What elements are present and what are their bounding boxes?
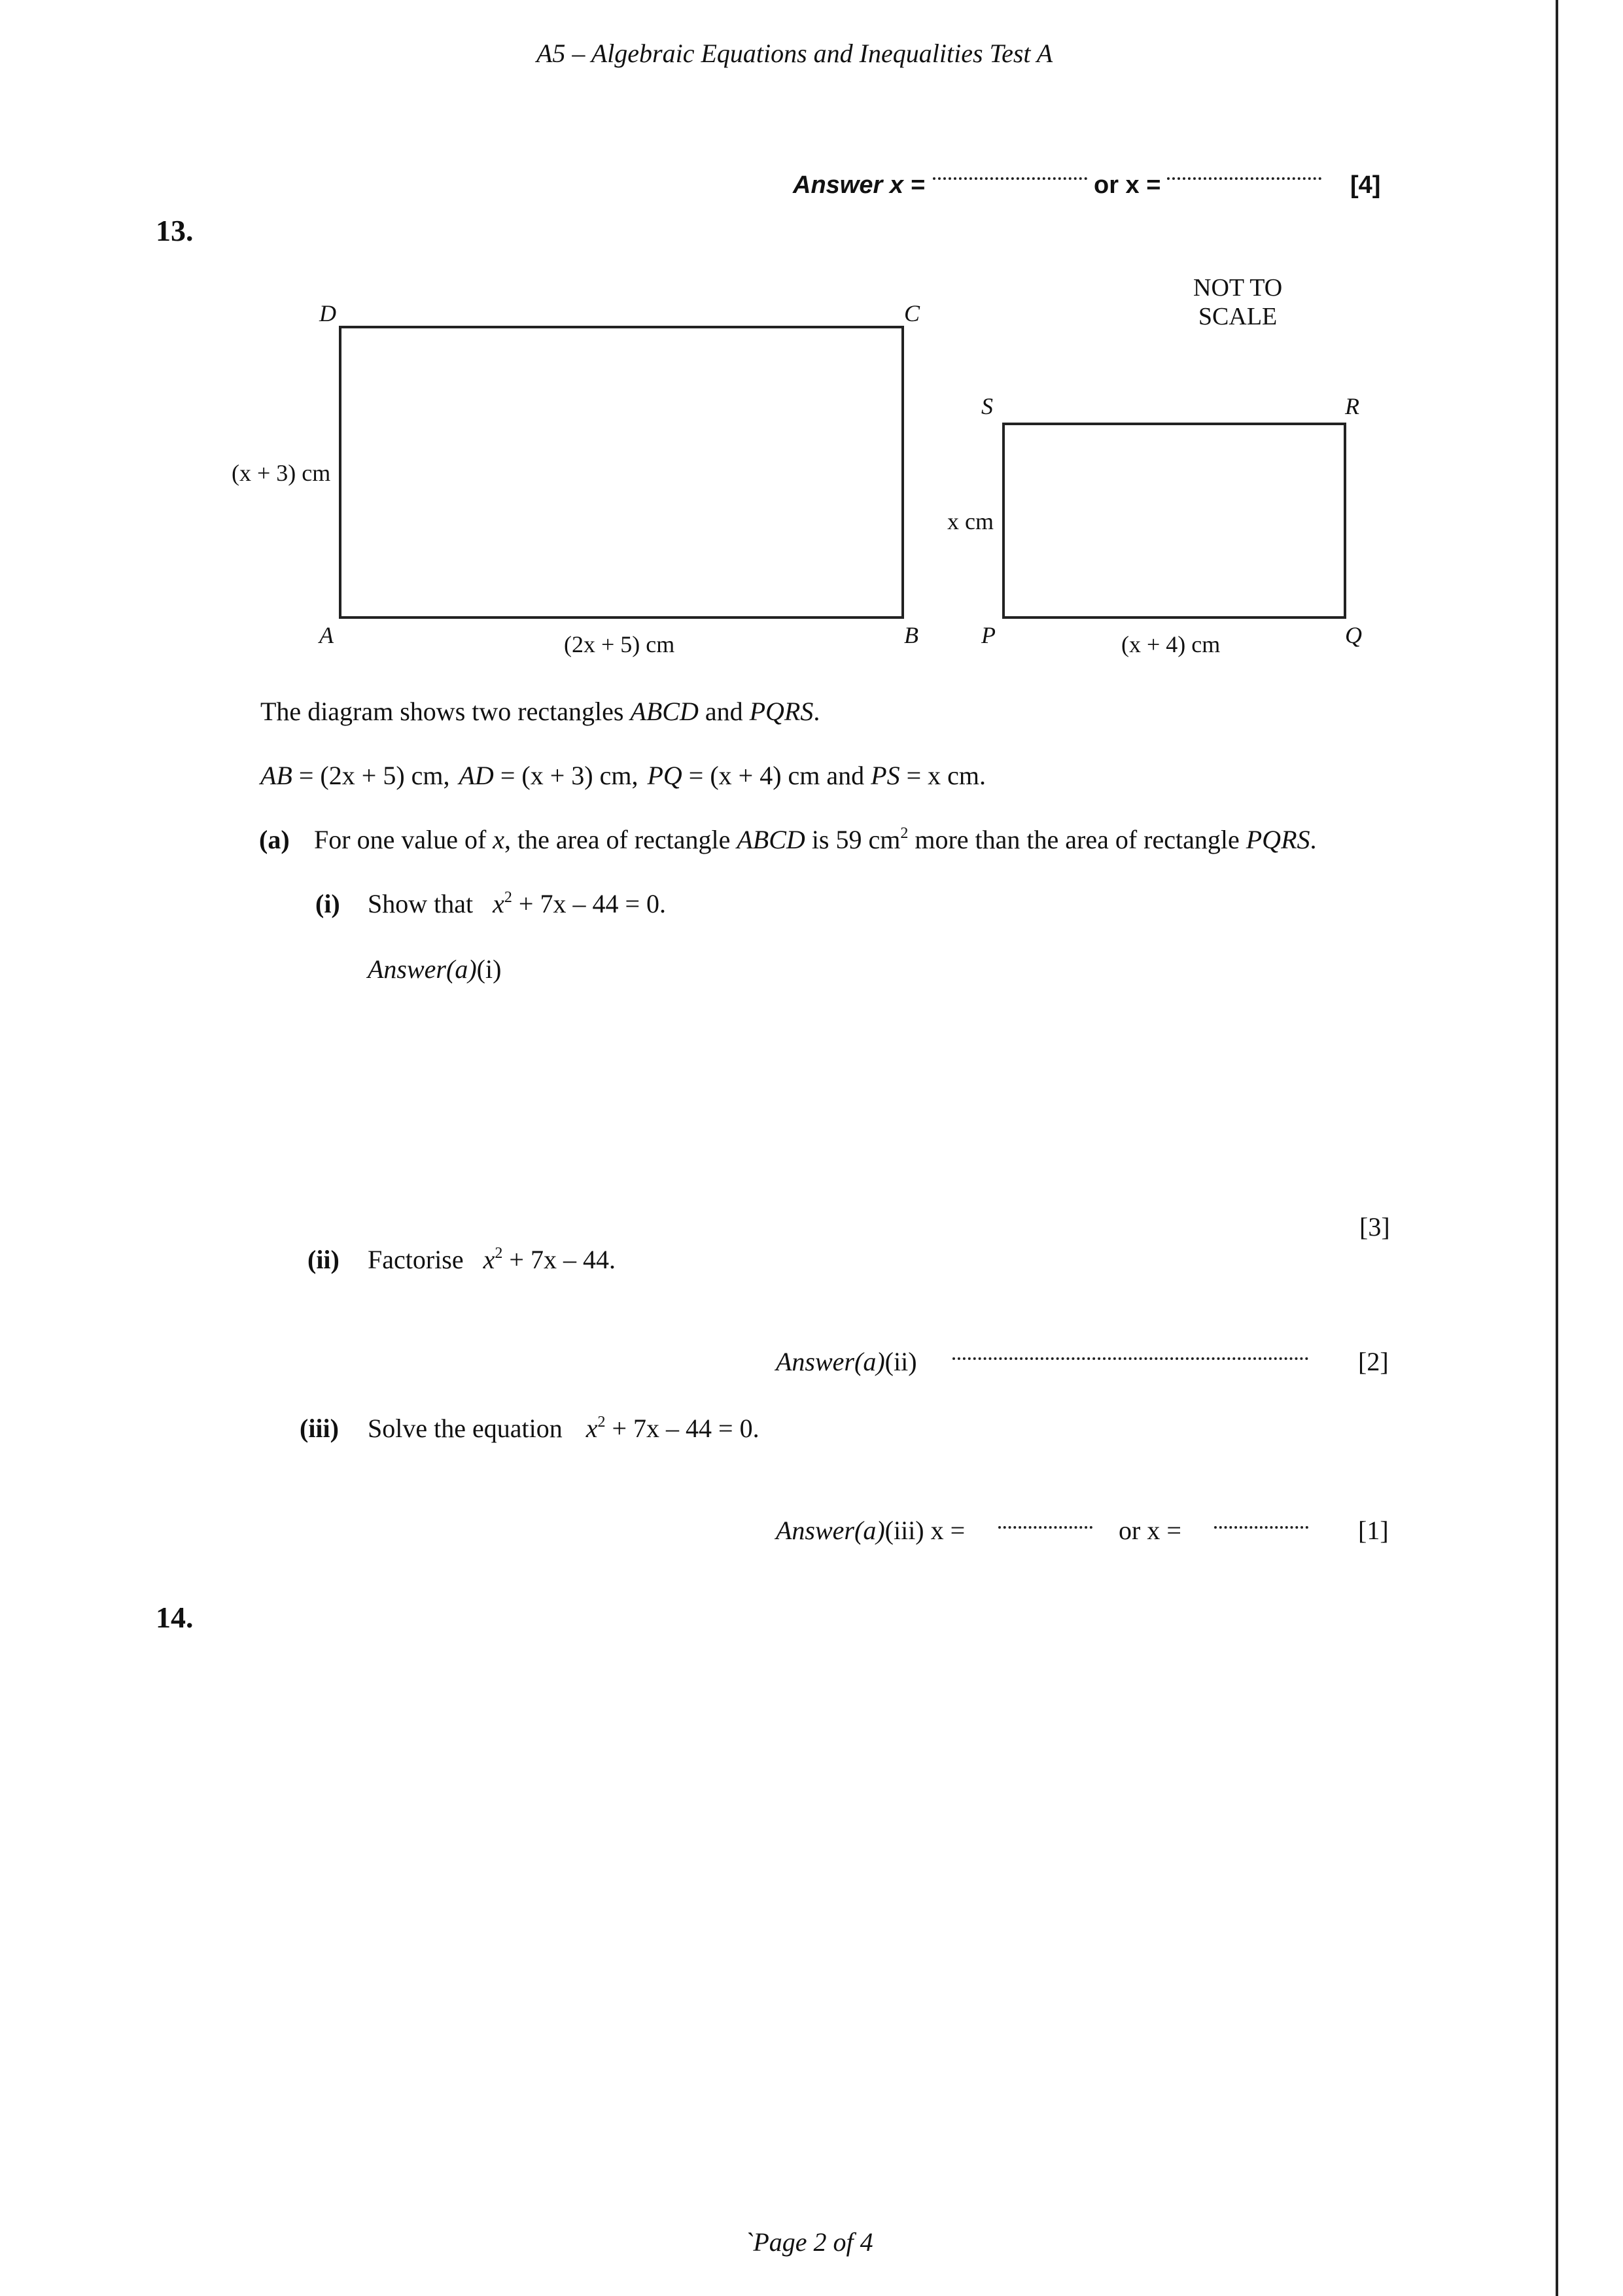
part-i-text bbox=[368, 888, 666, 919]
dim-ps-name: PS bbox=[871, 761, 900, 790]
part-iii-eq-rest: + 7x – 44 = 0. bbox=[605, 1414, 759, 1443]
q13-intro bbox=[260, 696, 820, 727]
vertex-r: R bbox=[1345, 393, 1359, 419]
part-ii-instruction: Factorise bbox=[368, 1245, 464, 1274]
q13-dimensions bbox=[260, 760, 986, 791]
part-i-label: (i) bbox=[315, 889, 340, 918]
intro-text-5: . bbox=[813, 697, 820, 726]
question-13-number: 13. bbox=[156, 214, 194, 247]
part-ii-answer-italic: Answer(a) bbox=[776, 1347, 885, 1376]
side-ad-length: (x + 3) cm bbox=[232, 460, 331, 486]
intro-abcd: ABCD bbox=[630, 697, 699, 726]
vertex-a: A bbox=[319, 622, 334, 648]
q12-answer-label: Answer x = bbox=[793, 171, 925, 199]
part-iii-marks: [1] bbox=[1358, 1516, 1389, 1545]
part-iii-instruction: Solve the equation bbox=[368, 1414, 563, 1443]
dim-ab-name: AB bbox=[260, 761, 292, 790]
vertex-s: S bbox=[981, 393, 993, 419]
part-i-marks: [3] bbox=[1359, 1212, 1390, 1242]
rectangle-abcd bbox=[340, 327, 903, 617]
rectangle-pqrs bbox=[1003, 424, 1345, 617]
question-14-number: 14. bbox=[156, 1601, 194, 1634]
part-i-answer-italic: Answer(a) bbox=[368, 954, 477, 984]
vertex-d: D bbox=[319, 300, 336, 326]
vertex-p: P bbox=[981, 622, 996, 648]
not-to-scale-line1: NOT TO bbox=[1193, 274, 1283, 302]
side-ab-length: (2x + 5) cm bbox=[564, 631, 675, 657]
dim-ab-value: = (2x + 5) cm, bbox=[292, 761, 450, 790]
part-iii-eq-x: x bbox=[585, 1414, 598, 1443]
part-a-x: x bbox=[493, 825, 505, 854]
intro-text-3: and bbox=[698, 697, 750, 726]
part-ii-marks: [2] bbox=[1358, 1347, 1389, 1376]
dim-pq-name: PQ bbox=[647, 761, 682, 790]
page-footer: `Page 2 of 4 bbox=[744, 2227, 873, 2257]
side-pq-length: (x + 4) cm bbox=[1121, 631, 1221, 657]
part-a-label: (a) bbox=[259, 825, 290, 854]
part-a-t7: more than the area of rectangle bbox=[908, 825, 1246, 854]
dim-ad-value: = (x + 3) cm, bbox=[493, 761, 638, 790]
part-iii-or-label: or x = bbox=[1119, 1516, 1181, 1545]
dim-ps-value: = x cm. bbox=[899, 761, 986, 790]
part-a-text bbox=[314, 824, 1317, 855]
not-to-scale-note bbox=[1193, 273, 1282, 331]
part-ii-text bbox=[368, 1244, 616, 1275]
part-a-squared: 2 bbox=[900, 825, 909, 842]
part-a-t3: , the area of rectangle bbox=[504, 825, 737, 854]
part-iii-answer-plain: (iii) x = bbox=[884, 1516, 966, 1545]
part-i-eq-rest: + 7x – 44 = 0. bbox=[512, 889, 667, 918]
intro-pqrs: PQRS bbox=[749, 697, 814, 726]
part-ii-eq-squared: 2 bbox=[495, 1245, 503, 1262]
page-header: A5 – Algebraic Equations and Inequalities Test A bbox=[536, 39, 1053, 68]
part-a-t5: is 59 cm bbox=[805, 825, 901, 854]
part-a-abcd: ABCD bbox=[737, 825, 805, 854]
part-iii-eq-squared: 2 bbox=[597, 1414, 606, 1431]
part-a-t9: . bbox=[1310, 825, 1317, 854]
vertex-q: Q bbox=[1345, 622, 1362, 648]
part-iii-label: (iii) bbox=[300, 1414, 339, 1443]
vertex-c: C bbox=[904, 300, 920, 326]
dim-ad-name: AD bbox=[459, 761, 494, 790]
part-ii-answer-plain: (ii) bbox=[884, 1347, 917, 1376]
part-i-eq-squared: 2 bbox=[504, 889, 512, 906]
part-iii-answer-blank-2[interactable] bbox=[1214, 1520, 1308, 1532]
part-iii-text bbox=[368, 1413, 759, 1444]
part-i-eq-x: x bbox=[493, 889, 504, 918]
q12-marks: [4] bbox=[1350, 171, 1381, 199]
part-ii-label: (ii) bbox=[307, 1245, 340, 1274]
part-ii-answer-label bbox=[776, 1346, 917, 1377]
part-ii-answer-blank[interactable] bbox=[952, 1351, 1308, 1363]
q12-or-label: or x = bbox=[1094, 171, 1161, 199]
dim-pq-value: = (x + 4) cm and bbox=[682, 761, 871, 790]
part-iii-answer-italic: Answer(a) bbox=[776, 1516, 885, 1545]
part-iii-answer-label bbox=[776, 1515, 965, 1546]
part-i-answer-plain: (i) bbox=[476, 954, 502, 984]
part-a-pqrs: PQRS bbox=[1246, 825, 1310, 854]
part-iii-answer-blank-1[interactable] bbox=[998, 1520, 1092, 1532]
part-i-answer-label bbox=[368, 954, 501, 984]
vertex-b: B bbox=[904, 622, 918, 648]
intro-text-1: The diagram shows two rectangles bbox=[260, 697, 631, 726]
not-to-scale-line2: SCALE bbox=[1198, 303, 1278, 330]
part-i-instruction: Show that bbox=[368, 889, 474, 918]
part-a-t1: For one value of bbox=[314, 825, 493, 854]
part-ii-eq-x: x bbox=[483, 1245, 495, 1274]
side-ps-length: x cm bbox=[947, 508, 994, 534]
part-i-answer-space[interactable] bbox=[368, 988, 1362, 1197]
part-ii-eq-rest: + 7x – 44. bbox=[502, 1245, 616, 1274]
